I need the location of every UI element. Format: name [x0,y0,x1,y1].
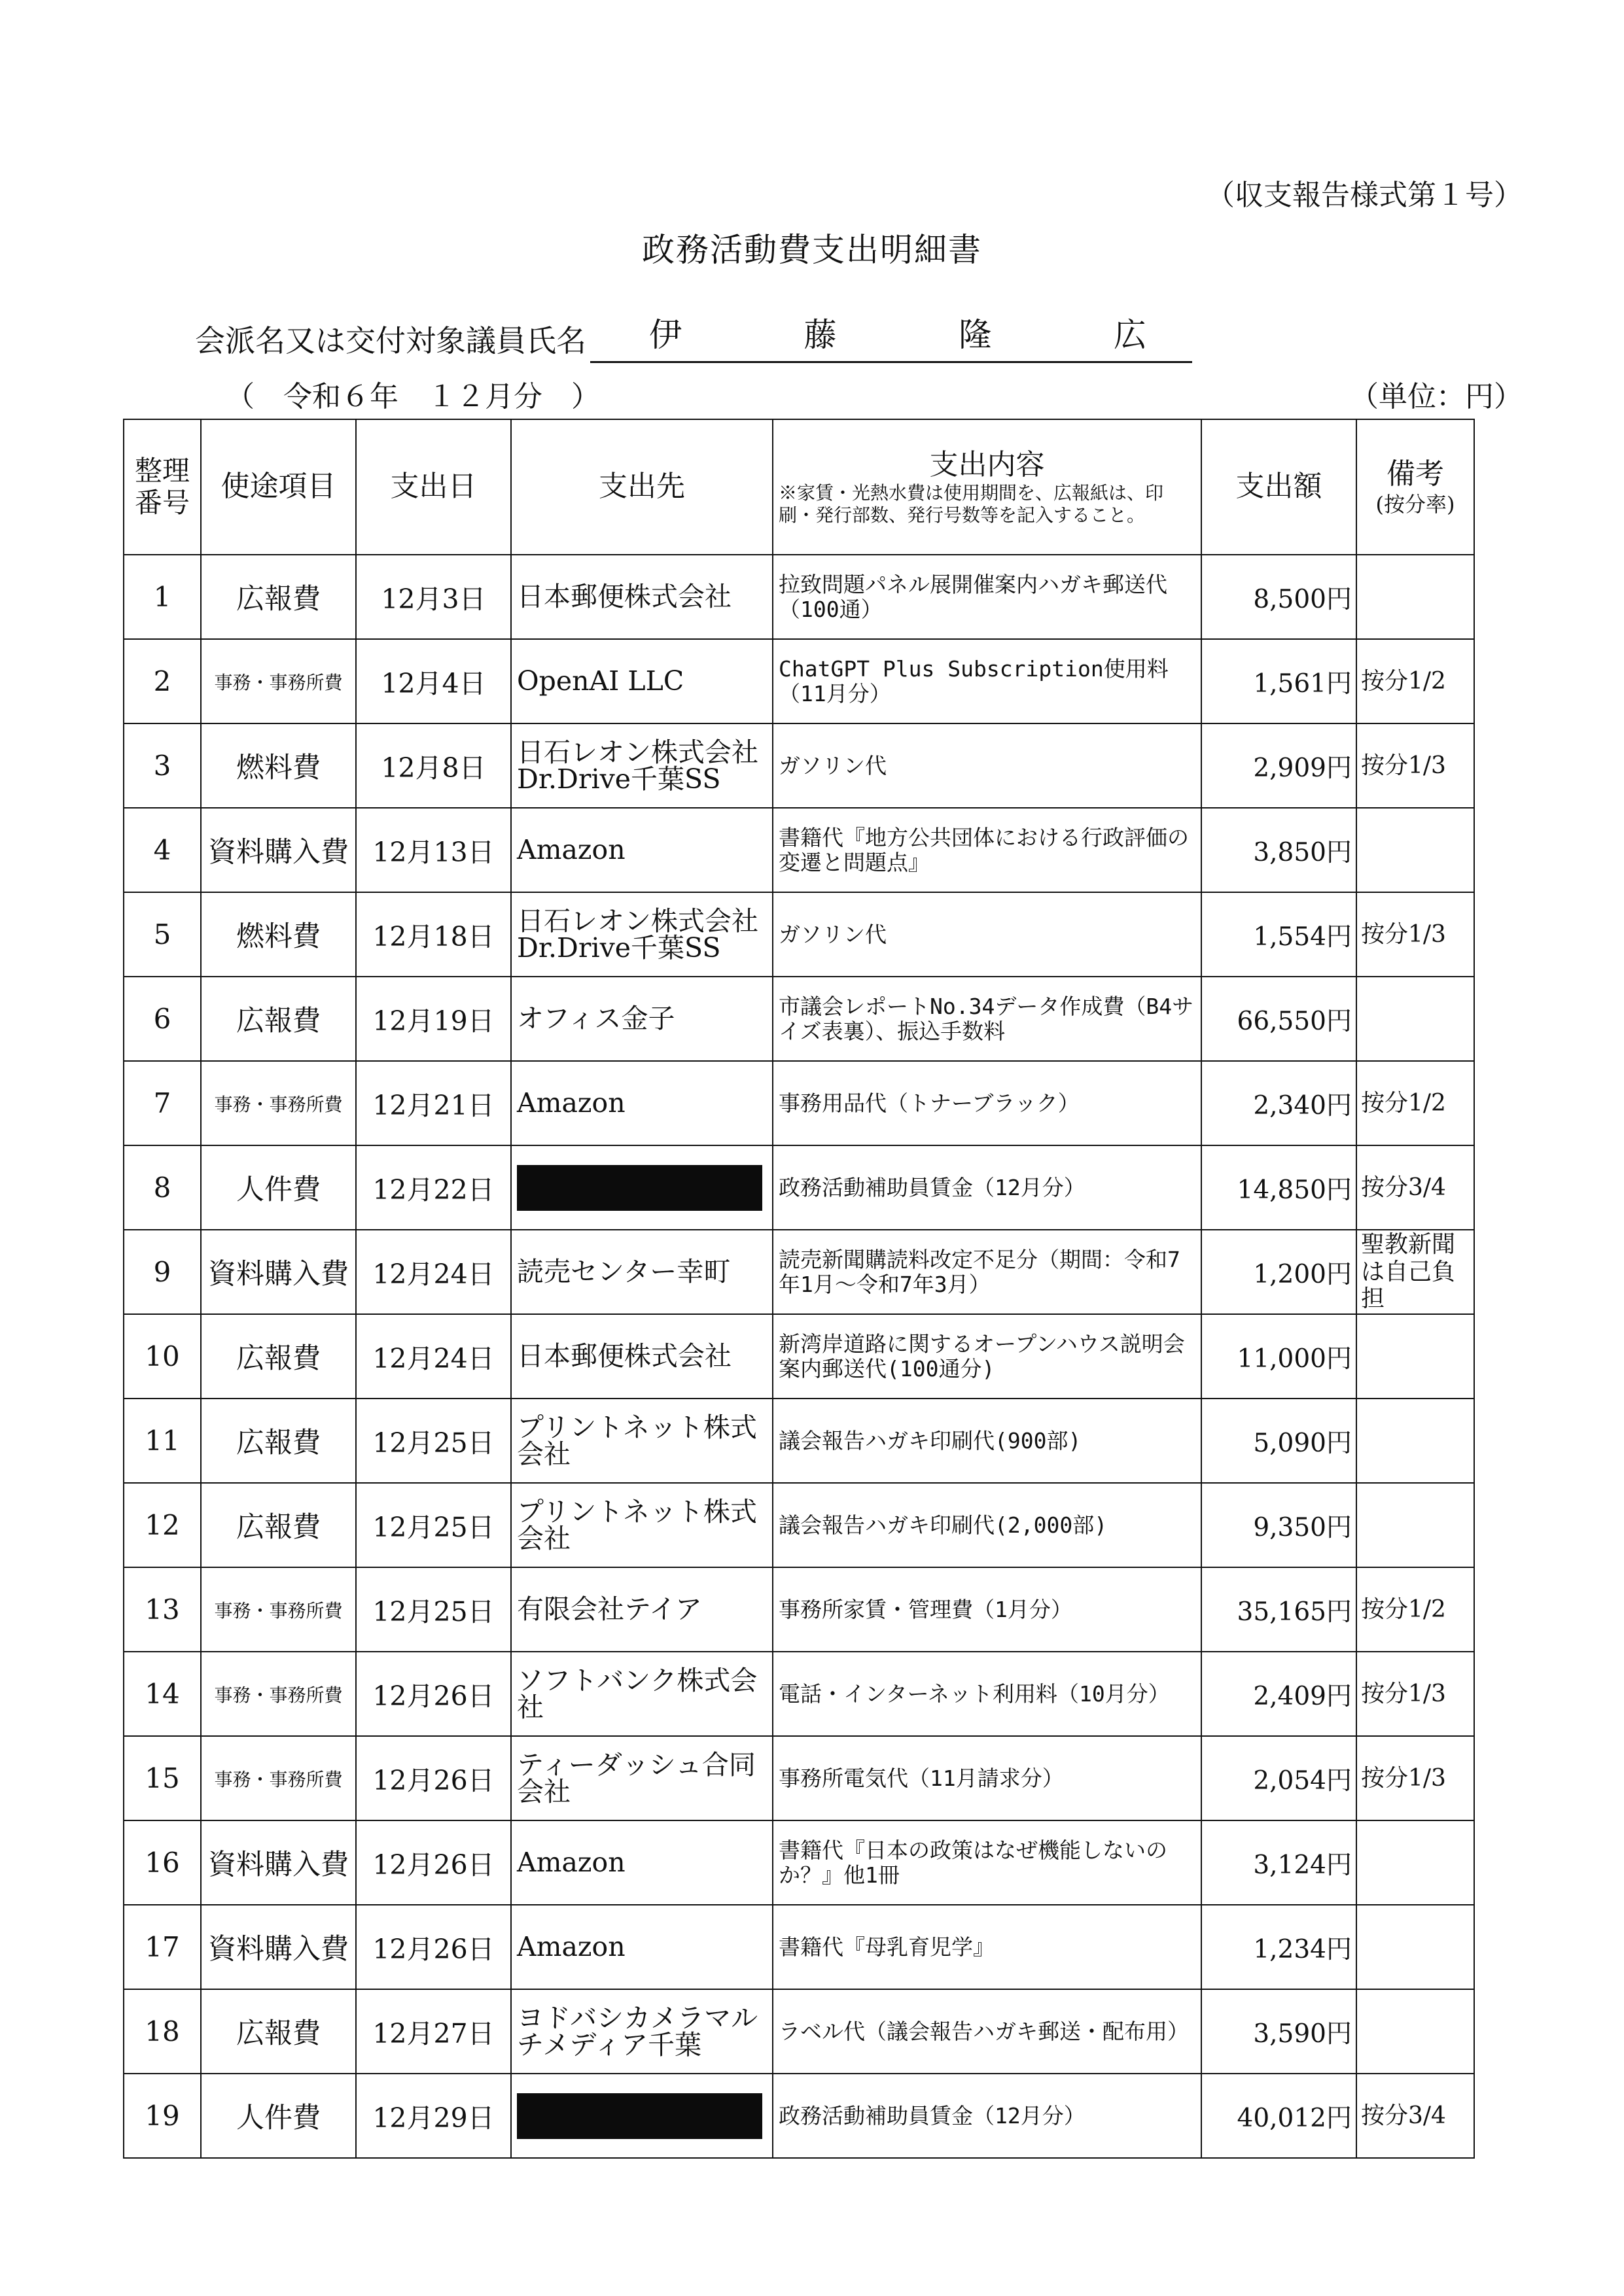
row-number: 2 [124,639,201,723]
row-date: 12月29日 [356,2074,511,2158]
table-row [124,1399,1474,1483]
row-category: 事務・事務所費 [201,1061,356,1145]
header-date: 支出日 [356,419,511,555]
row-amount: 9,350円 [1201,1483,1356,1567]
header-no: 整理番号 [124,419,201,555]
row-number: 13 [124,1567,201,1652]
row-amount: 2,409円 [1201,1652,1356,1736]
row-category: 事務・事務所費 [201,1736,356,1820]
row-amount: 14,850円 [1201,1145,1356,1230]
row-payee: 読売センター幸町 [511,1230,773,1314]
row-date: 12月26日 [356,1905,511,1989]
row-payee: 日本郵便株式会社 [511,555,773,639]
row-number: 4 [124,808,201,892]
row-payee [511,2074,773,2158]
row-date: 12月25日 [356,1483,511,1567]
row-amount: 1,561円 [1201,639,1356,723]
row-note [1356,1905,1474,1989]
row-description: ChatGPT Plus Subscription使用料（11月分） [773,639,1201,723]
row-date: 12月26日 [356,1736,511,1820]
row-date: 12月25日 [356,1567,511,1652]
row-category: 事務・事務所費 [201,1652,356,1736]
row-amount: 1,554円 [1201,892,1356,977]
row-date: 12月19日 [356,977,511,1061]
row-category: 資料購入費 [201,808,356,892]
row-note [1356,1989,1474,2074]
header-note-subtitle: (按分率) [1375,491,1455,517]
row-amount: 66,550円 [1201,977,1356,1061]
row-date: 12月8日 [356,723,511,808]
row-note [1356,1820,1474,1905]
row-payee: ソフトバンク株式会社 [511,1652,773,1736]
row-description: 議会報告ハガキ印刷代(2,000部) [773,1483,1201,1567]
member-name [590,309,1192,363]
document-title: 政務活動費支出明細書 [642,231,982,269]
row-payee: ティーダッシュ合同会社 [511,1736,773,1820]
table-row [124,723,1474,808]
row-amount: 1,234円 [1201,1905,1356,1989]
row-description: 読売新聞購読料改定不足分（期間：令和7年1月～令和7年3月） [773,1230,1201,1314]
row-description: 事務所家賃・管理費（1月分） [773,1567,1201,1652]
row-description: 議会報告ハガキ印刷代(900部) [773,1399,1201,1483]
row-category: 広報費 [201,977,356,1061]
row-number: 7 [124,1061,201,1145]
row-note: 按分1/2 [1356,1567,1474,1652]
currency-unit: （単位：円） [1350,380,1523,413]
row-amount: 3,590円 [1201,1989,1356,2074]
header-amount: 支出額 [1201,419,1356,555]
table-row [124,808,1474,892]
row-amount: 5,090円 [1201,1399,1356,1483]
row-amount: 2,054円 [1201,1736,1356,1820]
table-header-row [124,419,1474,555]
row-description: 書籍代『地方公共団体における行政評価の変遷と問題点』 [773,808,1201,892]
row-number: 16 [124,1820,201,1905]
table-row [124,555,1474,639]
expense-table [123,419,1475,2159]
row-note: 按分1/3 [1356,1652,1474,1736]
row-category: 広報費 [201,1399,356,1483]
row-category: 燃料費 [201,892,356,977]
header-payee: 支出先 [511,419,773,555]
row-date: 12月25日 [356,1399,511,1483]
row-note [1356,1483,1474,1567]
row-number: 17 [124,1905,201,1989]
table-row [124,1989,1474,2074]
row-note: 聖教新聞は自己負担 [1356,1230,1474,1314]
row-amount: 8,500円 [1201,555,1356,639]
row-note: 按分1/3 [1356,723,1474,808]
row-amount: 40,012円 [1201,2074,1356,2158]
row-description: 書籍代『母乳育児学』 [773,1905,1201,1989]
header-note [1356,419,1474,555]
row-number: 10 [124,1314,201,1399]
table-row [124,1061,1474,1145]
row-category: 資料購入費 [201,1820,356,1905]
table-row [124,1567,1474,1652]
row-payee: オフィス金子 [511,977,773,1061]
row-category: 広報費 [201,555,356,639]
row-number: 11 [124,1399,201,1483]
form-number: （収支報告様式第１号） [1206,179,1523,212]
row-amount: 1,200円 [1201,1230,1356,1314]
row-number: 3 [124,723,201,808]
redaction-box [517,2093,762,2139]
row-note: 按分1/3 [1356,1736,1474,1820]
member-name-char: 伊 [649,316,682,354]
row-number: 9 [124,1230,201,1314]
row-number: 15 [124,1736,201,1820]
row-category: 広報費 [201,1483,356,1567]
row-description: ガソリン代 [773,892,1201,977]
table-row [124,1483,1474,1567]
row-note: 按分1/2 [1356,639,1474,723]
row-description: 政務活動補助員賃金（12月分） [773,1145,1201,1230]
row-category: 資料購入費 [201,1230,356,1314]
row-number: 5 [124,892,201,977]
member-name-char: 隆 [959,316,992,354]
table-row [124,1905,1474,1989]
row-note [1356,1314,1474,1399]
table-row [124,977,1474,1061]
row-payee: 有限会社テイア [511,1567,773,1652]
row-date: 12月21日 [356,1061,511,1145]
header-description-title: 支出内容 [929,447,1045,481]
row-note [1356,1399,1474,1483]
redaction-box [517,1165,762,1211]
row-description: 電話・インターネット利用料（10月分） [773,1652,1201,1736]
row-payee: 日石レオン株式会社 Dr.Drive千葉SS [511,723,773,808]
row-date: 12月24日 [356,1230,511,1314]
row-category: 事務・事務所費 [201,1567,356,1652]
row-description: 市議会レポートNo.34データ作成費（B4サイズ表裏）、振込手数料 [773,977,1201,1061]
row-payee: Amazon [511,1820,773,1905]
row-description: 事務所電気代（11月請求分） [773,1736,1201,1820]
row-amount: 3,850円 [1201,808,1356,892]
row-category: 資料購入費 [201,1905,356,1989]
row-date: 12月22日 [356,1145,511,1230]
row-amount: 2,909円 [1201,723,1356,808]
row-category: 燃料費 [201,723,356,808]
row-payee: 日本郵便株式会社 [511,1314,773,1399]
row-amount: 3,124円 [1201,1820,1356,1905]
row-date: 12月13日 [356,808,511,892]
header-note-title: 備考 [1386,457,1444,491]
row-note: 按分1/3 [1356,892,1474,977]
row-description: 事務用品代（トナーブラック） [773,1061,1201,1145]
table-row [124,639,1474,723]
table-row [124,1736,1474,1820]
row-category: 人件費 [201,2074,356,2158]
row-number: 14 [124,1652,201,1736]
table-row [124,892,1474,977]
row-number: 1 [124,555,201,639]
row-payee [511,1145,773,1230]
header-description-note: ※家賃・光熱水費は使用期間を、広報紙は、印刷・発行部数、発行号数等を記入すること。 [779,482,1164,526]
table-row [124,1820,1474,1905]
row-note [1356,977,1474,1061]
row-payee: Amazon [511,1905,773,1989]
header-description [773,419,1201,555]
row-amount: 11,000円 [1201,1314,1356,1399]
row-date: 12月27日 [356,1989,511,2074]
row-note: 按分3/4 [1356,2074,1474,2158]
row-note [1356,808,1474,892]
row-note [1356,555,1474,639]
row-category: 事務・事務所費 [201,639,356,723]
table-row [124,1145,1474,1230]
row-number: 12 [124,1483,201,1567]
row-payee: プリントネット株式会社 [511,1399,773,1483]
row-description: 書籍代『日本の政策はなぜ機能しないのか？』他1冊 [773,1820,1201,1905]
row-payee: OpenAI LLC [511,639,773,723]
row-date: 12月24日 [356,1314,511,1399]
row-description: ラベル代（議会報告ハガキ郵送・配布用） [773,1989,1201,2074]
member-name-label: 会派名又は交付対象議員氏名 [195,323,586,358]
row-payee: ヨドバシカメラマルチメディア千葉 [511,1989,773,2074]
row-number: 6 [124,977,201,1061]
row-date: 12月26日 [356,1820,511,1905]
table-row [124,1230,1474,1314]
report-period: （ 令和６年 １２月分 ） [226,380,600,413]
row-note: 按分1/2 [1356,1061,1474,1145]
row-number: 19 [124,2074,201,2158]
row-description: 政務活動補助員賃金（12月分） [773,2074,1201,2158]
row-category: 広報費 [201,1314,356,1399]
table-row [124,1314,1474,1399]
row-date: 12月26日 [356,1652,511,1736]
row-amount: 35,165円 [1201,1567,1356,1652]
row-date: 12月18日 [356,892,511,977]
member-name-char: 広 [1113,316,1146,354]
row-amount: 2,340円 [1201,1061,1356,1145]
row-payee: 日石レオン株式会社 Dr.Drive千葉SS [511,892,773,977]
row-payee: プリントネット株式会社 [511,1483,773,1567]
table-row [124,1652,1474,1736]
row-date: 12月4日 [356,639,511,723]
row-description: 新湾岸道路に関するオープンハウス説明会案内郵送代(100通分) [773,1314,1201,1399]
row-category: 広報費 [201,1989,356,2074]
row-number: 8 [124,1145,201,1230]
row-note: 按分3/4 [1356,1145,1474,1230]
member-name-char: 藤 [803,316,837,354]
row-date: 12月3日 [356,555,511,639]
table-row [124,2074,1474,2158]
row-description: 拉致問題パネル展開催案内ハガキ郵送代（100通） [773,555,1201,639]
row-payee: Amazon [511,808,773,892]
row-description: ガソリン代 [773,723,1201,808]
row-category: 人件費 [201,1145,356,1230]
row-payee: Amazon [511,1061,773,1145]
header-category: 使途項目 [201,419,356,555]
row-number: 18 [124,1989,201,2074]
